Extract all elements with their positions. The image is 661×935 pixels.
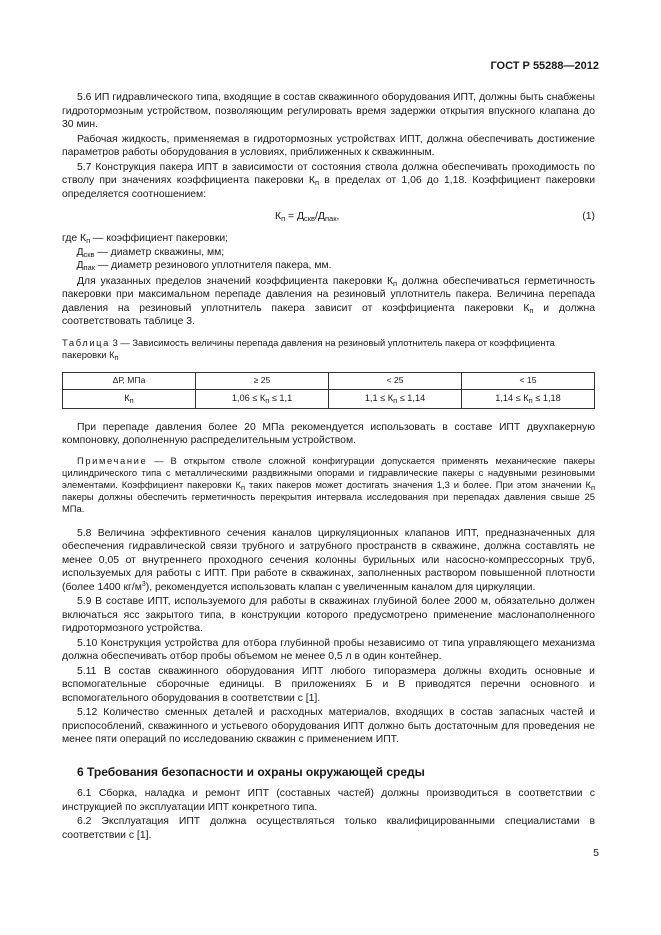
table-cell: ΔР, МПа [63,372,196,389]
table-cell: $1,1 \le К_п \le 1,14$ [329,389,462,408]
page-number: 5 [593,847,599,859]
paragraph-working-fluid: Рабочая жидкость, применяемая в гидротормозных устройствах ИПТ, должна обеспечивать достижение параметров работы оборудования в условиях, приближенных к скважинным. [62,133,595,158]
paragraph-5-11: 5.11 В состав скважинного оборудования ИПТ любого типоразмера должны входить основные и вспомогательные сборочные единицы. В приложениях Б и В приводятся перечни основного и вспомогательного оборудования в соответствии с [1]. [62,665,595,704]
paragraph-6-1: 6.1 Сборка, наладка и ремонт ИПТ (составных частей) должны производиться в соответствии с инструкцией по эксплуатации ИПТ конкретного типа. [62,788,595,813]
paragraph-20mpa: При перепаде давления более 20 МПа рекомендуется использовать в составе ИПТ двухпакерную компоновку, дополненную распределительным устройством. [62,421,595,446]
paragraph-5-6: 5.6 ИП гидравлического типа, входящие в состав скважинного оборудования ИПТ, должны быть снабжены гидротормозным устройством, позволяющим регулировать время задержки открытия впускного клапана до 30 мин. [62,92,595,130]
definition-d-packer: $Д_{пак}$ — диаметр резинового уплотнителя пакера, мм. [76,260,332,272]
formula-1 [62,207,595,227]
paragraph-packer-limits: Для указанных пределов значений коэффициента пакеровки $К_п$ должна обеспечиваться герметичность пакеровки при максимальном перепаде давления на резиновый уплотнитель пакера. Величина перепада давления на резиновый уплотнитель пакера зависит от коэффициента пакеровки $К_п$ и должна соответствовать таблице 3. [62,275,596,327]
note-block: Примечание — В открытом стволе сложной конфигурации допускается применять механические пакеры цилиндрического типа с металлическими раздвижными опорами и гидравлические пакеры с надувными резиновыми элементами. Коэффициент пакеровки $К_п$ таких пакеров может достигать значения 1,3 и более. При этом значении $К_п$ пакеры должны обеспечить герметичность перекрытия интервала исследования при перепадах давления свыше 25 МПа. [62,454,596,515]
definition-k: где $К_п$ — коэффициент пакеровки; [62,233,229,245]
paragraph-5-7: 5.7 Конструкция пакера ИПТ в зависимости от состояния ствола должна обеспечивать проходимость по стволу при значениях коэффициента пакеровки $К_п$ в пределах от 1,06 до 1,18. Коэффициент пакеровки определяется соотношением: [62,161,595,200]
table-cell: < 15 [462,372,595,389]
table-row [63,389,595,408]
table-cell: $1,14 \le К_п \le 1,18$ [462,389,595,408]
table-3 [62,372,595,409]
table-cell: $1,06 \le К_п \le 1,1$ [196,389,329,408]
paragraph-5-9: 5.9 В составе ИПТ, используемого для работы в скважинах глубиной более 2000 м, обязательно должен включаться ясс закрытого типа, в конструкции которого предусмотрено применение маслонаполненного гидротормозного устройства. [62,596,595,635]
formula-expression: $К_п = Д_{скв}/Д_{пак}$, [275,211,340,223]
table-3-caption: Таблица 3 — Зависимость величины перепада давления на резиновый уплотнитель пакера от коэффициента пакеровки $К_п$ [62,336,555,362]
paragraph-5-8: 5.8 Величина эффективного сечения каналов циркуляционных клапанов ИПТ, предназначенных для обеспечения гидравлической связи трубного и затрубного пространств в скважине, должна составлять не менее 0,05 от внутреннего проходного сечения колонны бурильных или насосно-компрессорных труб, используемых для работы с ИПТ. При работе в скважинах, заполненных раствором повышенной плотности (более 1400 $кг/м^3$), рекомендуется использовать клапан с увеличенным каналом для циркуляции. [62,527,595,593]
table-cell: < 25 [329,372,462,389]
section-6-heading: 6 Требования безопасности и охраны окружающей среды [77,764,425,779]
definition-d-well: $Д_{скв}$ — диаметр скважины, мм; [76,246,225,259]
table-cell: ≥ 25 [196,372,329,389]
paragraph-5-12: 5.12 Количество сменных деталей и расходных материалов, входящих в состав запасных частей и приспособлений, скважинного и устьевого оборудования ИПТ должно быть достаточным для проведения не менее пяти операций по исследованию скважин с применением ИПТ. [62,707,595,746]
paragraph-5-10: 5.10 Конструкция устройства для отбора глубинной пробы независимо от типа управляющего механизма должна обеспечивать отбор пробы объемом не менее 0,5 л в один контейнер. [62,637,595,663]
table-cell: $К_п$ [63,389,196,408]
formula-number: (1) [582,211,595,222]
page-content [62,91,595,842]
formula-definitions [62,232,595,273]
table-row [63,372,595,389]
standard-header: ГОСТ Р 55288—2012 [490,60,599,72]
paragraph-6-2: 6.2 Эксплуатация ИПТ должна осуществляться только квалифицированными специалистами в соответствии с [1]. [62,816,595,841]
